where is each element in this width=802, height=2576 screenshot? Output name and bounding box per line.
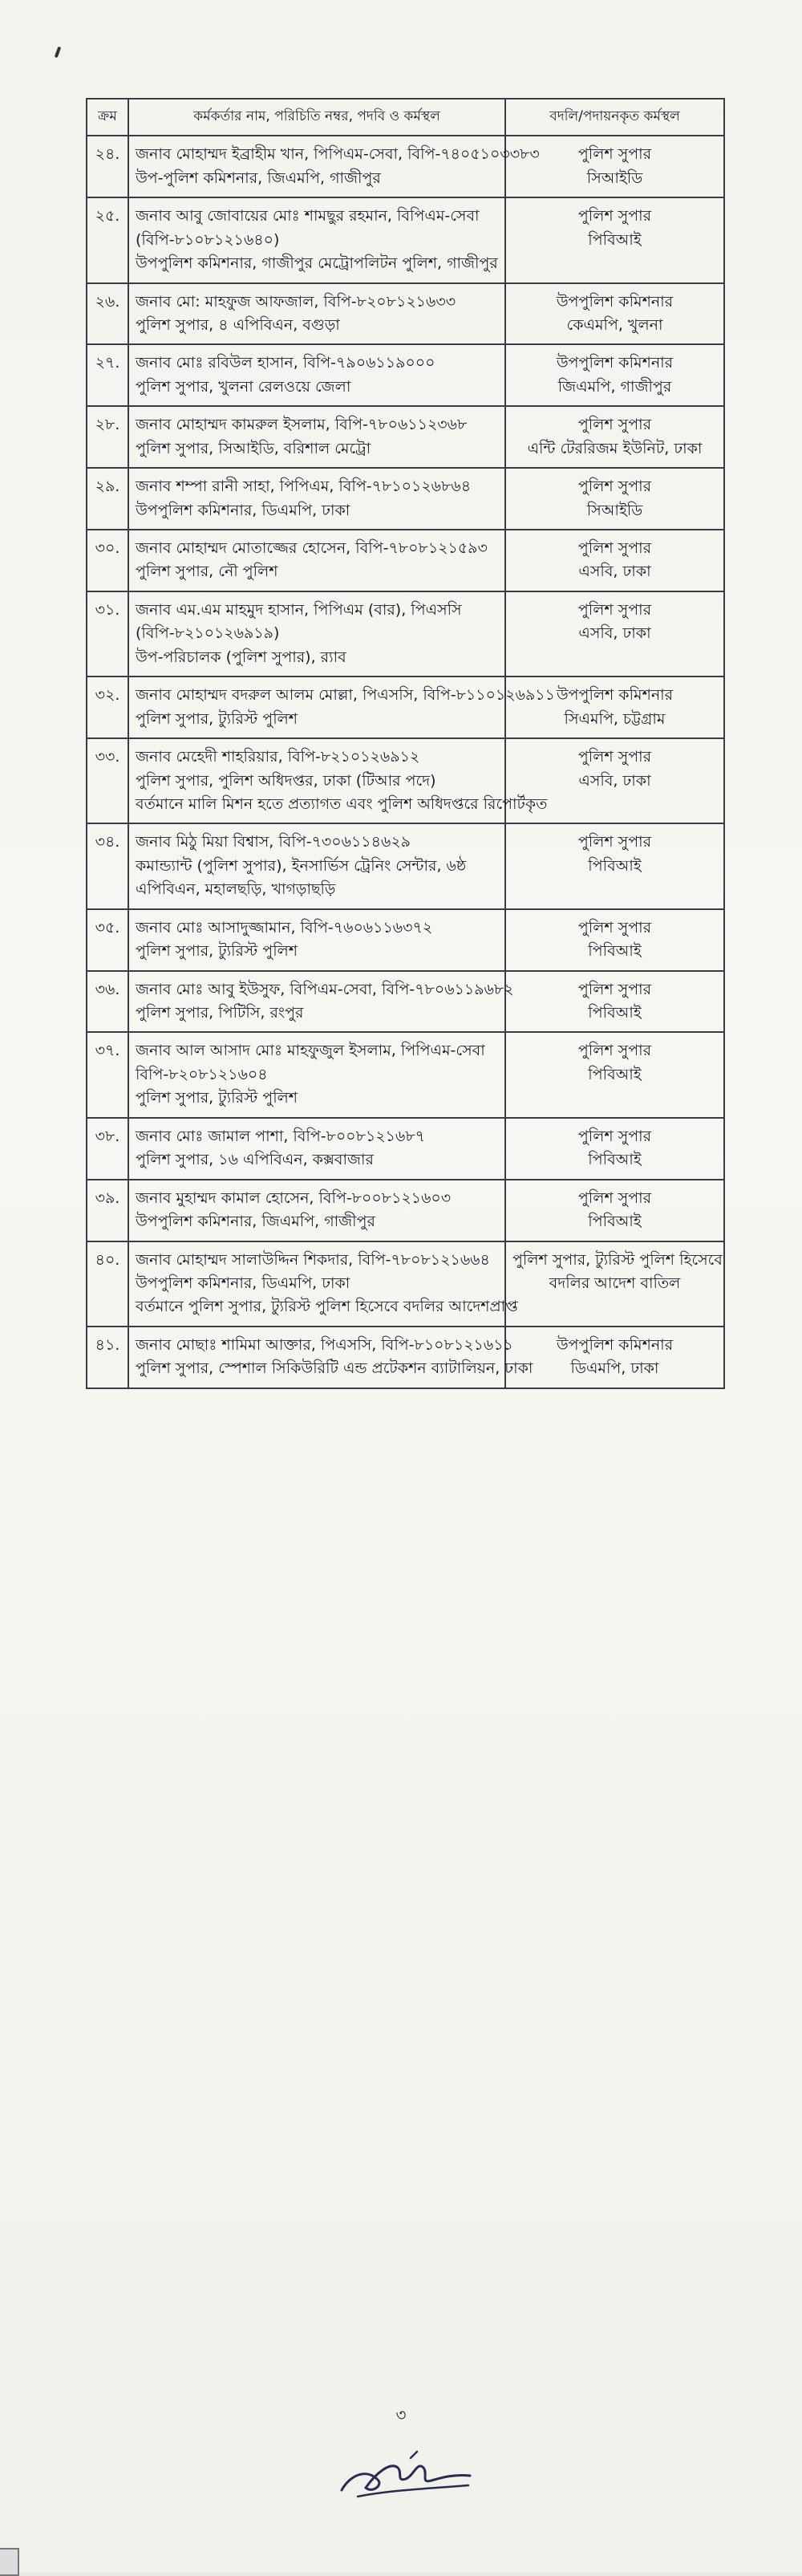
- posting-details: [505, 971, 724, 1033]
- table-row: [87, 909, 724, 971]
- posting-line: সিএমপি, চট্টগ্রাম: [564, 709, 666, 728]
- officer-line: পুলিশ সুপার, নৌ পুলিশ: [136, 563, 278, 581]
- posting-details: [505, 823, 724, 908]
- officer-details: [128, 971, 514, 1033]
- serial-number: ৪১.: [87, 1327, 128, 1388]
- posting-line: পিবিআই: [588, 1151, 642, 1169]
- table-row: [87, 1327, 724, 1388]
- officer-line: উপপুলিশ কমিশনার, জিএমপি, গাজীপুর: [136, 1213, 375, 1231]
- serial-number: ৩৯.: [87, 1180, 128, 1241]
- officer-line: পুলিশ সুপার, সিআইডি, বরিশাল মেট্রো: [136, 439, 371, 457]
- posting-line: এসবি, ঢাকা: [578, 624, 651, 643]
- table-row: [87, 1118, 724, 1180]
- posting-line: উপপুলিশ কমিশনার: [556, 354, 674, 372]
- posting-line: পুলিশ সুপার: [577, 416, 652, 434]
- officer-line: জনাব মিঠু মিয়া বিশ্বাস, বিপি-৭৩০৬১১৪৬২৯: [136, 833, 411, 851]
- table-row: [87, 344, 724, 406]
- officer-line: জনাব মোঃ রবিউল হাসান, বিপি-৭৯০৬১১৯০০০: [136, 354, 435, 372]
- officer-line: জনাব মোহাম্মদ সালাউদ্দিন শিকদার, বিপি-৭৮০৮১২১৬৬৪: [136, 1250, 490, 1269]
- header-posting: বদলি/পদায়নকৃত কর্মস্থল: [505, 99, 724, 136]
- posting-line: ডিএমপি, ঢাকা: [570, 1359, 659, 1378]
- officer-line: পুলিশ সুপার, ট্যুরিস্ট পুলিশ: [136, 709, 298, 728]
- posting-line: বদলির আদেশ বাতিল: [549, 1274, 681, 1292]
- officer-details: [128, 136, 540, 197]
- officer-line: পুলিশ সুপার, খুলনা রেলওয়ে জেলা: [136, 377, 351, 396]
- table-row: [87, 1032, 724, 1117]
- officer-line: জনাব মুহাম্মদ কামাল হোসেন, বিপি-৮০০৮১২১৬০৩: [136, 1188, 452, 1207]
- officer-line: উপ-পরিচালক (পুলিশ সুপার), র‍্যাব: [136, 648, 346, 666]
- officer-line: পুলিশ সুপার, ৪ এপিবিএন, বগুড়া: [136, 315, 340, 334]
- officer-line: পুলিশ সুপার, ট্যুরিস্ট পুলিশ: [136, 1089, 298, 1107]
- table-header-row: [87, 99, 724, 136]
- posting-details: [505, 1180, 724, 1241]
- officer-details: [128, 1118, 505, 1180]
- serial-number: ৩৭.: [87, 1032, 128, 1117]
- posting-line: এন্টি টেররিজম ইউনিট, ঢাকা: [527, 439, 703, 457]
- stray-pen-mark: [55, 47, 62, 59]
- officer-line: জনাব মেহেদী শাহরিয়ার, বিপি-৮২১০১২৬৯১২: [136, 748, 420, 766]
- posting-details: [505, 197, 724, 282]
- officer-details: [128, 591, 505, 677]
- posting-line: উপপুলিশ কমিশনার: [556, 686, 674, 705]
- officer-line: জনাব মোহাম্মদ বদরুল আলম মোল্লা, পিএসসি, বিপি-৮১১০১২৬৯১১: [136, 686, 555, 705]
- serial-number: ২৪.: [87, 136, 128, 197]
- serial-number: ২৫.: [87, 197, 128, 282]
- posting-line: উপপুলিশ কমিশনার: [556, 292, 674, 311]
- officer-line: জনাব শম্পা রানী সাহা, পিপিএম, বিপি-৭৮১০১২৬৮৬৪: [136, 477, 472, 496]
- table-row: [87, 136, 724, 197]
- officer-line: বিপি-৮২০৮১২১৬০৪: [136, 1065, 268, 1083]
- serial-number: ২৭.: [87, 344, 128, 406]
- posting-line: পিবিআই: [588, 856, 642, 875]
- table-row: [87, 406, 724, 468]
- posting-details: [505, 1118, 724, 1180]
- officer-line: বর্তমানে পুলিশ সুপার, ট্যুরিস্ট পুলিশ হিসেবে বদলির আদেশপ্রাপ্ত: [136, 1298, 518, 1316]
- table-row: [87, 530, 724, 591]
- posting-line: পুলিশ সুপার: [577, 918, 652, 937]
- page-number: ৩: [395, 2405, 407, 2424]
- table-row: [87, 1241, 724, 1327]
- officer-line: জনাব মো: মাহফুজ আফজাল, বিপি-৮২০৮১২১৬৩৩: [136, 292, 456, 311]
- serial-number: ২৯.: [87, 468, 128, 530]
- posting-line: পিবিআই: [588, 942, 642, 961]
- officer-details: [128, 1180, 505, 1241]
- posting-details: [505, 1327, 724, 1388]
- officer-line: জনাব আল আসাদ মোঃ মাহফুজুল ইসলাম, পিপিএম-সেবা: [136, 1042, 485, 1060]
- posting-line: পুলিশ সুপার: [577, 145, 652, 164]
- officer-line: জনাব মোহাম্মদ ইব্রাহীম খান, পিপিএম-সেবা, বিপি-৭৪০৫১০৩৩৮৩: [136, 145, 540, 164]
- officer-details: [128, 530, 505, 591]
- posting-line: পুলিশ সুপার: [577, 477, 652, 496]
- officer-line: জনাব মোঃ আসাদুজ্জামান, বিপি-৭৬০৬১১৬৩৭২: [136, 918, 433, 937]
- officer-line: উপপুলিশ কমিশনার, ডিএমপি, ঢাকা: [136, 501, 350, 519]
- officer-line: পুলিশ সুপার, স্পেশাল সিকিউরিটি এন্ড প্রটেকশন ব্যাটালিয়ন, ঢাকা: [136, 1359, 533, 1378]
- posting-line: পুলিশ সুপার: [577, 1042, 652, 1060]
- officer-details: [128, 909, 505, 971]
- table-row: [87, 738, 724, 823]
- posting-line: উপপুলিশ কমিশনার: [556, 1335, 674, 1354]
- posting-line: এসবি, ঢাকা: [578, 771, 651, 790]
- serial-number: ৩৬.: [87, 971, 128, 1033]
- posting-details: [505, 909, 724, 971]
- posting-line: জিএমপি, গাজীপুর: [557, 377, 672, 396]
- officer-details: [128, 823, 505, 908]
- officer-line: কমান্ড্যান্ট (পুলিশ সুপার), ইনসার্ভিস ট্রেনিং সেন্টার, ৬ষ্ঠ: [136, 856, 467, 875]
- officer-line: পুলিশ সুপার, ট্যুরিস্ট পুলিশ: [136, 942, 298, 961]
- officer-line: জনাব মোহাম্মদ মোতাজ্জের হোসেন, বিপি-৭৮০৮১২১৫৯৩: [136, 539, 488, 558]
- officer-details: [128, 1241, 518, 1327]
- posting-line: পিবিআই: [588, 1004, 642, 1022]
- posting-line: সিআইডি: [586, 169, 643, 187]
- officer-line: জনাব মোছাঃ শামিমা আক্তার, পিএসসি, বিপি-৮১০৮১২১৬১১: [136, 1335, 513, 1354]
- posting-details: [505, 406, 724, 468]
- serial-number: ২৮.: [87, 406, 128, 468]
- posting-line: পুলিশ সুপার: [577, 1127, 652, 1145]
- table-body: [87, 136, 724, 1388]
- serial-number: ৩২.: [87, 677, 128, 738]
- posting-details: [505, 1241, 724, 1327]
- posting-line: পুলিশ সুপার: [577, 600, 652, 619]
- posting-details: [505, 468, 724, 530]
- posting-details: [505, 283, 724, 345]
- posting-line: পুলিশ সুপার: [577, 833, 652, 851]
- serial-number: ২৬.: [87, 283, 128, 345]
- posting-line: পিবিআই: [588, 1213, 642, 1231]
- officer-details: [128, 677, 555, 738]
- posting-line: পুলিশ সুপার: [577, 748, 652, 766]
- posting-line: এসবি, ঢাকা: [578, 563, 651, 581]
- officer-line: উপপুলিশ কমিশনার, গাজীপুর মেট্রোপলিটন পুলিশ, গাজীপুর: [136, 254, 498, 273]
- serial-number: ৩০.: [87, 530, 128, 591]
- officer-details: [128, 344, 505, 406]
- header-serial: ক্রম: [87, 99, 128, 136]
- officer-details: [128, 1032, 505, 1117]
- officer-line: জনাব আবু জোবায়ের মোঃ শামছুর রহমান, বিপিএম-সেবা: [136, 207, 480, 226]
- signature: [334, 2444, 478, 2508]
- serial-number: ৩৫.: [87, 909, 128, 971]
- officer-details: [128, 468, 505, 530]
- posting-details: [505, 591, 724, 677]
- table-row: [87, 283, 724, 345]
- table-row: [87, 591, 724, 677]
- officer-details: [128, 1327, 533, 1388]
- officer-details: [128, 406, 505, 468]
- serial-number: ৩৪.: [87, 823, 128, 908]
- officer-line: জনাব মোঃ জামাল পাশা, বিপি-৮০০৮১২১৬৮৭: [136, 1127, 426, 1145]
- officer-line: পুলিশ সুপার, পুলিশ অধিদপ্তর, ঢাকা (টিআর পদে): [136, 771, 436, 790]
- officer-line: পুলিশ সুপার, ১৬ এপিবিএন, কক্সবাজার: [136, 1151, 374, 1169]
- posting-line: কেএমপি, খুলনা: [566, 315, 663, 334]
- table-row: [87, 677, 724, 738]
- serial-number: ৩৩.: [87, 738, 128, 823]
- officer-details: [128, 197, 505, 282]
- officer-line: উপ-পুলিশ কমিশনার, জিএমপি, গাজীপুর: [136, 169, 381, 187]
- serial-number: ৩১.: [87, 591, 128, 677]
- header-officer: কর্মকর্তার নাম, পরিচিতি নম্বর, পদবি ও কর্মস্থল: [128, 99, 505, 136]
- table-row: [87, 468, 724, 530]
- posting-line: পুলিশ সুপার: [577, 207, 652, 226]
- posting-details: [505, 530, 724, 591]
- serial-number: ৩৮.: [87, 1118, 128, 1180]
- table-row: [87, 823, 724, 908]
- officer-line: জনাব মোহাম্মদ কামরুল ইসলাম, বিপি-৭৮০৬১১২৩৬৮: [136, 416, 468, 434]
- officer-line: বর্তমানে মালি মিশন হতে প্রত্যাগত এবং পুলিশ অধিদপ্তরে রিপোর্টকৃত: [136, 794, 548, 813]
- posting-line: পুলিশ সুপার: [577, 980, 652, 998]
- officer-line: এপিবিএন, মহালছড়ি, খাগড়াছড়ি: [136, 880, 336, 899]
- officer-line: উপপুলিশ কমিশনার, ডিএমপি, ঢাকা: [136, 1274, 350, 1292]
- posting-line: পিবিআই: [588, 1065, 642, 1083]
- transfer-table: [86, 98, 725, 1389]
- page-edge-tab: [0, 2548, 19, 2576]
- table-row: [87, 1180, 724, 1241]
- posting-line: পুলিশ সুপার: [577, 539, 652, 558]
- posting-line: পুলিশ সুপার: [577, 1188, 652, 1207]
- posting-line: পুলিশ সুপার, ট্যুরিস্ট পুলিশ হিসেবে: [512, 1250, 723, 1269]
- posting-details: [505, 344, 724, 406]
- posting-line: পিবিআই: [588, 230, 642, 249]
- officer-line: জনাব এম.এম মাহমুদ হাসান, পিপিএম (বার), পিএসসি: [136, 600, 462, 619]
- officer-details: [128, 283, 505, 345]
- posting-line: সিআইডি: [586, 501, 643, 519]
- serial-number: ৪০.: [87, 1241, 128, 1327]
- officer-line: (বিপি-৮১০৮১২১৬৪০): [136, 230, 280, 249]
- table-row: [87, 971, 724, 1033]
- officer-line: (বিপি-৮২১০১২৬৯১৯): [136, 624, 280, 643]
- officer-details: [128, 738, 548, 823]
- table-row: [87, 197, 724, 282]
- officer-line: পুলিশ সুপার, পিটিসি, রংপুর: [136, 1004, 304, 1022]
- posting-details: [505, 1032, 724, 1117]
- officer-line: জনাব মোঃ আবু ইউসুফ, বিপিএম-সেবা, বিপি-৭৮০৬১১৯৬৮২: [136, 980, 514, 998]
